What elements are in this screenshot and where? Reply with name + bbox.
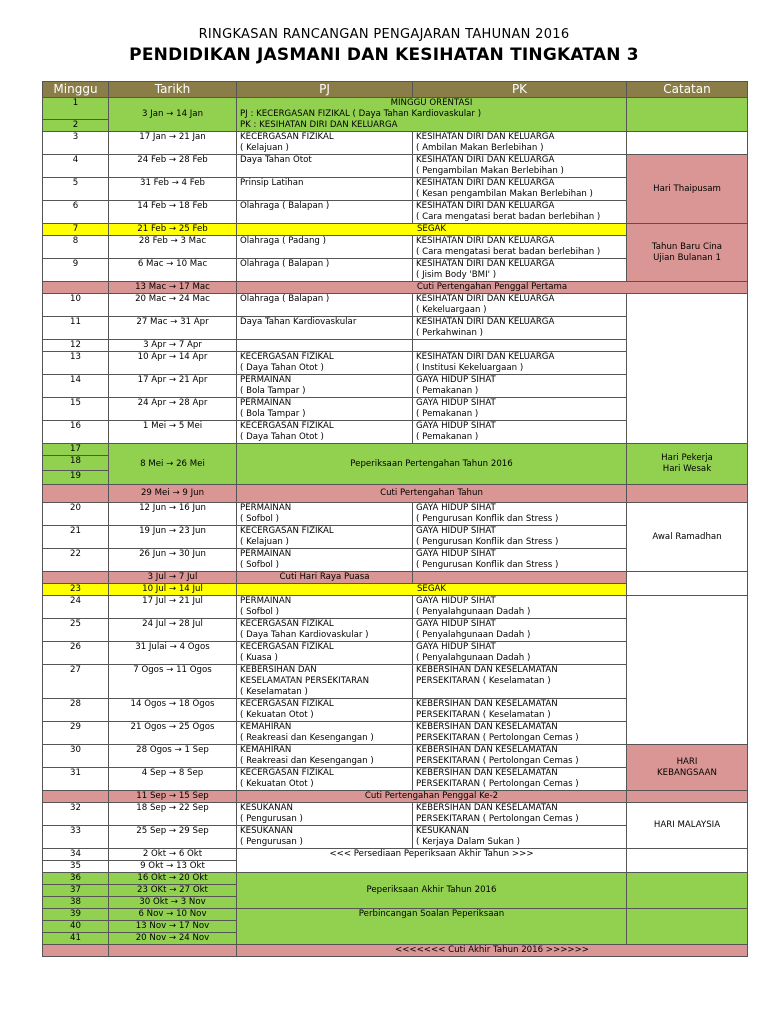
pj-subtopic: ( Sofbol ) (240, 607, 280, 617)
table-row (43, 155, 748, 178)
note-line: KEBANGSAAN (657, 767, 717, 778)
pj-subtopic: ( Keselamatan ) (240, 687, 308, 697)
week-cell (43, 282, 109, 294)
pk-cell (413, 699, 627, 722)
pk-topic: KESIHATAN DIRI DAN KELUARGA (416, 259, 555, 269)
date-cell: 4 Sep → 8 Sep (109, 768, 237, 791)
week-cell (43, 572, 109, 584)
date-cell: 3 Jul → 7 Jul (109, 572, 237, 584)
week-cell: 26 (43, 642, 109, 665)
pj-topic: KECERGASAN FIZIKAL (240, 352, 334, 362)
pj-cell (237, 549, 413, 572)
note-cina (627, 224, 748, 282)
week-cell: 24 (43, 596, 109, 619)
segak-cell: SEGAK (237, 224, 627, 236)
pj-cell: Olahraga ( Balapan ) (237, 259, 413, 282)
pj-subtopic: ( Daya Tahan Kardiovaskular ) (240, 630, 369, 640)
week-cell: 36 (43, 873, 109, 885)
holiday-cell: Cuti Pertengahan Tahun (237, 485, 627, 503)
week-cell (43, 945, 109, 957)
week-cell: 15 (43, 398, 109, 421)
pj-cell: Prinsip Latihan (237, 178, 413, 201)
pj-subtopic: ( Kekuatan Otot ) (240, 710, 314, 720)
note-cell (627, 132, 748, 155)
pk-subtopic: PERSEKITARAN ( Keselamatan ) (416, 676, 551, 686)
col-header-pk: PK (413, 82, 627, 98)
pj-cell (237, 826, 413, 849)
pk-subtopic: ( Pemakanan ) (416, 386, 479, 396)
week-cell: 37 (43, 885, 109, 897)
pj-topic: PERMAINAN (240, 398, 292, 408)
date-cell: 11 Sep → 15 Sep (109, 791, 237, 803)
week-cell: 4 (43, 155, 109, 178)
week-cell: 27 (43, 665, 109, 699)
pj-cell (237, 398, 413, 421)
note-cell (627, 596, 748, 745)
week-cell: 33 (43, 826, 109, 849)
date-cell: 13 Nov → 17 Nov (109, 921, 237, 933)
table-row (43, 909, 748, 921)
pk-subtopic: ( Ambilan Makan Berlebihan ) (416, 143, 544, 153)
pk-subtopic: ( Pemakanan ) (416, 432, 479, 442)
col-header-catatan: Catatan (627, 82, 748, 98)
pj-cell (237, 745, 413, 768)
document-title: PENDIDIKAN JASMANI DAN KESIHATAN TINGKATAN 3 (129, 45, 639, 65)
pk-cell (413, 596, 627, 619)
date-cell: 14 Feb → 18 Feb (109, 201, 237, 224)
table-row (43, 294, 748, 317)
date-cell: 12 Jun → 16 Jun (109, 503, 237, 526)
week-cell: 29 (43, 722, 109, 745)
date-cell: 13 Mac → 17 Mac (109, 282, 237, 294)
date-cell: 3 Apr → 7 Apr (109, 340, 237, 352)
prep-cell: <<< Persediaan Peperiksaan Akhir Tahun >>> (237, 849, 627, 873)
date-cell: 14 Ogos → 18 Ogos (109, 699, 237, 722)
pk-topic: KEBERSIHAN DAN KESELAMATAN (416, 768, 558, 778)
pj-topic: KECERGASAN FIZIKAL (240, 699, 334, 709)
pj-topic: KECERGASAN FIZIKAL (240, 642, 334, 652)
date-cell: 27 Mac → 31 Apr (109, 317, 237, 340)
discussion-cell: Perbincangan Soalan Peperiksaan (237, 909, 627, 945)
holiday-cell: Cuti Pertengahan Penggal Pertama (237, 282, 748, 294)
week-cell: 5 (43, 178, 109, 201)
pk-subtopic: PERSEKITARAN ( Pertolongan Cemas ) (416, 814, 579, 824)
col-header-tarikh: Tarikh (109, 82, 237, 98)
pk-cell (413, 340, 627, 352)
table-row (43, 745, 748, 768)
pj-subtopic: ( Sofbol ) (240, 514, 280, 524)
date-cell: 9 Okt → 13 Okt (109, 861, 237, 873)
exam-cell: Peperiksaan Pertengahan Tahun 2016 (237, 444, 627, 485)
pk-topic: GAYA HIDUP SIHAT (416, 503, 496, 513)
week-cell: 12 (43, 340, 109, 352)
note-kebangsaan (627, 745, 748, 791)
week-cell: 1 (43, 98, 109, 120)
table-row (43, 485, 748, 503)
note-pekerja (627, 444, 748, 485)
pj-subtopic: ( Pengurusan ) (240, 814, 303, 824)
pj-cell (237, 619, 413, 642)
week-cell: 22 (43, 549, 109, 572)
date-cell: 17 Apr → 21 Apr (109, 375, 237, 398)
pk-subtopic: ( Kesan pengambilan Makan Berlebihan ) (416, 189, 593, 199)
pk-subtopic: PERSEKITARAN ( Pertolongan Cemas ) (416, 779, 579, 789)
holiday-cell: Cuti Pertengahan Penggal Ke-2 (237, 791, 627, 803)
week-cell: 7 (43, 224, 109, 236)
pk-cell (413, 826, 627, 849)
date-cell: 1 Mei → 5 Mei (109, 421, 237, 444)
table-row (43, 282, 748, 294)
pj-subtopic: ( Daya Tahan Otot ) (240, 432, 324, 442)
pk-cell (413, 503, 627, 526)
exam-cell: Peperiksaan Akhir Tahun 2016 (237, 873, 627, 909)
date-cell: 6 Nov → 10 Nov (109, 909, 237, 921)
pj-subtopic: ( Reakreasi dan Kesengangan ) (240, 733, 374, 743)
pk-topic: GAYA HIDUP SIHAT (416, 642, 496, 652)
note-cell (627, 791, 748, 803)
table-row (43, 572, 748, 584)
segak-cell: SEGAK (237, 584, 627, 596)
week-cell: 40 (43, 921, 109, 933)
pk-subtopic: ( Jisim Body 'BMI' ) (416, 270, 497, 280)
note-line: Hari Wesak (662, 464, 712, 474)
date-cell: 31 Julai → 4 Ogos (109, 642, 237, 665)
week-cell: 38 (43, 897, 109, 909)
pj-topic: KEBERSIHAN DAN (240, 665, 317, 675)
note-cell (627, 909, 748, 945)
week-cell: 30 (43, 745, 109, 768)
week-cell: 41 (43, 933, 109, 945)
pk-topic: GAYA HIDUP SIHAT (416, 398, 496, 408)
orientation-pj: PJ : KECERGASAN FIZIKAL ( Daya Tahan Kardiovaskular ) (240, 109, 482, 119)
week-cell: 8 (43, 236, 109, 259)
week-cell: 39 (43, 909, 109, 921)
pk-cell (413, 317, 627, 340)
pk-topic: GAYA HIDUP SIHAT (416, 549, 496, 559)
date-cell: 28 Feb → 3 Mac (109, 236, 237, 259)
pj-cell (237, 699, 413, 722)
pj-cell: Olahraga ( Balapan ) (237, 294, 413, 317)
pj-cell (237, 132, 413, 155)
col-header-minggu: Minggu (43, 82, 109, 98)
pk-topic: KEBERSIHAN DAN KESELAMATAN (416, 745, 558, 755)
pk-cell (413, 572, 627, 584)
pj-topic: KESUKANAN (240, 803, 293, 813)
week-cell: 17 (43, 444, 109, 456)
pk-cell (413, 549, 627, 572)
week-cell (43, 485, 109, 503)
pj-subtopic: ( Bola Tampar ) (240, 386, 306, 396)
orientation-cell (237, 98, 627, 132)
pk-cell (413, 294, 627, 317)
pj-cell: Olahraga ( Balapan ) (237, 201, 413, 224)
table-row (43, 873, 748, 885)
pk-topic: GAYA HIDUP SIHAT (416, 526, 496, 536)
pj-topic-line2: KESELAMATAN PERSEKITARAN (240, 676, 370, 686)
pj-subtopic: ( Kuasa ) (240, 653, 278, 663)
pk-topic: KEBERSIHAN DAN KESELAMATAN (416, 699, 558, 709)
week-cell: 2 (43, 119, 109, 131)
week-cell: 21 (43, 526, 109, 549)
pk-cell (413, 201, 627, 224)
pk-subtopic: ( Pemakanan ) (416, 409, 479, 419)
note-malaysia: HARI MALAYSIA (627, 803, 748, 849)
pj-cell (237, 642, 413, 665)
week-cell: 10 (43, 294, 109, 317)
pj-topic: PERMAINAN (240, 549, 292, 559)
week-cell: 23 (43, 584, 109, 596)
pj-topic: KECERGASAN FIZIKAL (240, 619, 334, 629)
date-cell: 24 Apr → 28 Apr (109, 398, 237, 421)
pj-subtopic: ( Reakreasi dan Kesengangan ) (240, 756, 374, 766)
date-cell: 8 Mei → 26 Mei (109, 444, 237, 485)
pk-cell (413, 803, 627, 826)
table-header-row (43, 82, 748, 98)
pk-cell (413, 722, 627, 745)
date-cell (109, 945, 237, 957)
week-cell: 31 (43, 768, 109, 791)
pj-subtopic: ( Kelajuan ) (240, 143, 289, 153)
pk-cell (413, 421, 627, 444)
note-cell (627, 294, 748, 444)
pj-topic: KESUKANAN (240, 826, 293, 836)
pk-cell (413, 526, 627, 549)
table-row (43, 849, 748, 861)
pk-cell (413, 352, 627, 375)
date-cell: 21 Feb → 25 Feb (109, 224, 237, 236)
pk-topic: KEBERSIHAN DAN KESELAMATAN (416, 665, 558, 675)
week-cell: 19 (43, 471, 109, 485)
pk-cell (413, 259, 627, 282)
pj-cell (237, 803, 413, 826)
pj-cell (237, 722, 413, 745)
table-row (43, 503, 748, 526)
pk-cell (413, 132, 627, 155)
pk-subtopic: ( Pengurusan Konflik dan Stress ) (416, 560, 559, 570)
pj-subtopic: ( Kekuatan Otot ) (240, 779, 314, 789)
pj-topic: PERMAINAN (240, 596, 292, 606)
date-cell: 7 Ogos → 11 Ogos (109, 665, 237, 699)
pk-subtopic: ( Pengurusan Konflik dan Stress ) (416, 537, 559, 547)
pj-cell (237, 665, 413, 699)
pk-cell (413, 236, 627, 259)
pk-subtopic: PERSEKITARAN ( Pertolongan Cemas ) (416, 733, 579, 743)
pk-subtopic: ( Kerjaya Dalam Sukan ) (416, 837, 521, 847)
table-row (43, 224, 748, 236)
pj-cell: Olahraga ( Padang ) (237, 236, 413, 259)
date-cell: 19 Jun → 23 Jun (109, 526, 237, 549)
pk-subtopic: ( Cara mengatasi berat badan berlebihan ) (416, 212, 601, 222)
pj-subtopic: ( Daya Tahan Otot ) (240, 363, 324, 373)
week-cell: 35 (43, 861, 109, 873)
pk-cell (413, 745, 627, 768)
pk-cell (413, 619, 627, 642)
week-cell: 18 (43, 456, 109, 471)
pk-subtopic: PERSEKITARAN ( Keselamatan ) (416, 710, 551, 720)
pk-topic: GAYA HIDUP SIHAT (416, 619, 496, 629)
date-cell: 31 Feb → 4 Feb (109, 178, 237, 201)
pk-subtopic: ( Institusi Kekeluargaan ) (416, 363, 524, 373)
pk-subtopic: ( Penyalahgunaan Dadah ) (416, 630, 531, 640)
pj-cell: Daya Tahan Otot (237, 155, 413, 178)
holiday-cell: Cuti Hari Raya Puasa (237, 572, 413, 584)
pj-topic: KEMAHIRAN (240, 722, 292, 732)
pk-cell (413, 155, 627, 178)
orientation-pk: PK : KESIHATAN DIRI DAN KELUARGA (240, 120, 398, 130)
pk-topic: KESIHATAN DIRI DAN KELUARGA (416, 132, 555, 142)
pj-topic: KECERGASAN FIZIKAL (240, 421, 334, 431)
pj-subtopic: ( Kelajuan ) (240, 537, 289, 547)
orientation-title: MINGGU ORENTASI (390, 98, 473, 108)
pk-subtopic: ( Penyalahgunaan Dadah ) (416, 607, 531, 617)
pj-topic: KECERGASAN FIZIKAL (240, 526, 334, 536)
week-cell: 11 (43, 317, 109, 340)
pj-cell (237, 596, 413, 619)
date-cell: 30 Okt → 3 Nov (109, 897, 237, 909)
date-cell: 18 Sep → 22 Sep (109, 803, 237, 826)
pk-subtopic: ( Perkahwinan ) (416, 328, 483, 338)
date-cell: 17 Jan → 21 Jan (109, 132, 237, 155)
schedule-table (42, 81, 748, 957)
pk-topic: GAYA HIDUP SIHAT (416, 375, 496, 385)
pj-cell: Daya Tahan Kardiovaskular (237, 317, 413, 340)
pj-topic: KECERGASAN FIZIKAL (240, 768, 334, 778)
note-line: HARI (676, 756, 698, 767)
pk-topic: KEBERSIHAN DAN KESELAMATAN (416, 722, 558, 732)
note-line: Tahun Baru Cina (651, 241, 723, 252)
pj-cell (237, 375, 413, 398)
week-cell: 28 (43, 699, 109, 722)
pk-cell (413, 768, 627, 791)
pk-subtopic: ( Pengurusan Konflik dan Stress ) (416, 514, 559, 524)
pk-topic: KEBERSIHAN DAN KESELAMATAN (416, 803, 558, 813)
date-cell: 3 Jan → 14 Jan (109, 98, 237, 132)
date-cell: 21 Ogos → 25 Ogos (109, 722, 237, 745)
col-header-pj: PJ (237, 82, 413, 98)
pj-cell (237, 503, 413, 526)
week-cell: 9 (43, 259, 109, 282)
table-row (43, 945, 748, 957)
table-row (43, 803, 748, 826)
pk-topic: KESIHATAN DIRI DAN KELUARGA (416, 201, 555, 211)
pj-subtopic: ( Sofbol ) (240, 560, 280, 570)
pk-cell (413, 178, 627, 201)
note-thaipusam: Hari Thaipusam (627, 155, 748, 224)
pj-topic: PERMAINAN (240, 375, 292, 385)
pk-topic: KESIHATAN DIRI DAN KELUARGA (416, 236, 555, 246)
week-cell: 32 (43, 803, 109, 826)
note-line: Hari Pekerja (661, 453, 713, 463)
week-cell: 6 (43, 201, 109, 224)
pk-topic: GAYA HIDUP SIHAT (416, 596, 496, 606)
date-cell: 10 Apr → 14 Apr (109, 352, 237, 375)
pk-topic: KESIHATAN DIRI DAN KELUARGA (416, 294, 555, 304)
pk-cell (413, 398, 627, 421)
pk-cell (413, 642, 627, 665)
document-subtitle: RINGKASAN RANCANGAN PENGAJARAN TAHUNAN 2016 (198, 27, 570, 42)
pj-topic: KEMAHIRAN (240, 745, 292, 755)
pj-cell (237, 340, 413, 352)
pj-subtopic: ( Bola Tampar ) (240, 409, 306, 419)
week-cell: 3 (43, 132, 109, 155)
table-row (43, 98, 748, 120)
pk-subtopic: ( Penyalahgunaan Dadah ) (416, 653, 531, 663)
week-cell: 13 (43, 352, 109, 375)
pk-subtopic: ( Pengambilan Makan Berlebihan ) (416, 166, 564, 176)
date-cell: 6 Mac → 10 Mac (109, 259, 237, 282)
note-cell (627, 873, 748, 909)
pk-topic: KESUKANAN (416, 826, 469, 836)
pk-cell (413, 665, 627, 699)
date-cell: 2 Okt → 6 Okt (109, 849, 237, 861)
pk-topic: GAYA HIDUP SIHAT (416, 421, 496, 431)
date-cell: 20 Nov → 24 Nov (109, 933, 237, 945)
date-cell: 25 Sep → 29 Sep (109, 826, 237, 849)
table-row (43, 444, 748, 456)
week-cell: 20 (43, 503, 109, 526)
date-cell: 29 Mei → 9 Jun (109, 485, 237, 503)
pk-subtopic: ( Cara mengatasi berat badan berlebihan ) (416, 247, 601, 257)
week-cell: 34 (43, 849, 109, 861)
note-cell (627, 849, 748, 873)
pj-cell (237, 526, 413, 549)
table-row (43, 791, 748, 803)
pj-topic: PERMAINAN (240, 503, 292, 513)
pk-subtopic: ( Kekeluargaan ) (416, 305, 487, 315)
pk-subtopic: PERSEKITARAN ( Pertolongan Cemas ) (416, 756, 579, 766)
pk-topic: KESIHATAN DIRI DAN KELUARGA (416, 155, 555, 165)
pk-topic: KESIHATAN DIRI DAN KELUARGA (416, 352, 555, 362)
week-cell: 25 (43, 619, 109, 642)
table-row (43, 596, 748, 619)
week-cell (43, 791, 109, 803)
note-ramadhan: Awal Ramadhan (627, 503, 748, 572)
date-cell: 17 Jul → 21 Jul (109, 596, 237, 619)
pj-subtopic: ( Pengurusan ) (240, 837, 303, 847)
table-row (43, 132, 748, 155)
date-cell: 24 Jul → 28 Jul (109, 619, 237, 642)
pj-cell (237, 421, 413, 444)
note-cell (627, 485, 748, 503)
note-line: Ujian Bulanan 1 (653, 252, 721, 263)
date-cell: 26 Jun → 30 Jun (109, 549, 237, 572)
date-cell: 24 Feb → 28 Feb (109, 155, 237, 178)
note-cell (627, 572, 748, 596)
pk-topic: KESIHATAN DIRI DAN KELUARGA (416, 178, 555, 188)
final-holiday-cell: <<<<<<< Cuti Akhir Tahun 2016 >>>>>> (237, 945, 748, 957)
date-cell: 23 OKt → 27 Okt (109, 885, 237, 897)
pk-cell (413, 375, 627, 398)
pj-topic: KECERGASAN FIZIKAL (240, 132, 334, 142)
pj-cell (237, 768, 413, 791)
date-cell: 20 Mac → 24 Mac (109, 294, 237, 317)
date-cell: 28 Ogos → 1 Sep (109, 745, 237, 768)
week-cell: 16 (43, 421, 109, 444)
note-cell (627, 98, 748, 132)
pj-cell (237, 352, 413, 375)
date-cell: 16 Okt → 20 Okt (109, 873, 237, 885)
pk-topic: KESIHATAN DIRI DAN KELUARGA (416, 317, 555, 327)
date-cell: 10 Jul → 14 Jul (109, 584, 237, 596)
week-cell: 14 (43, 375, 109, 398)
